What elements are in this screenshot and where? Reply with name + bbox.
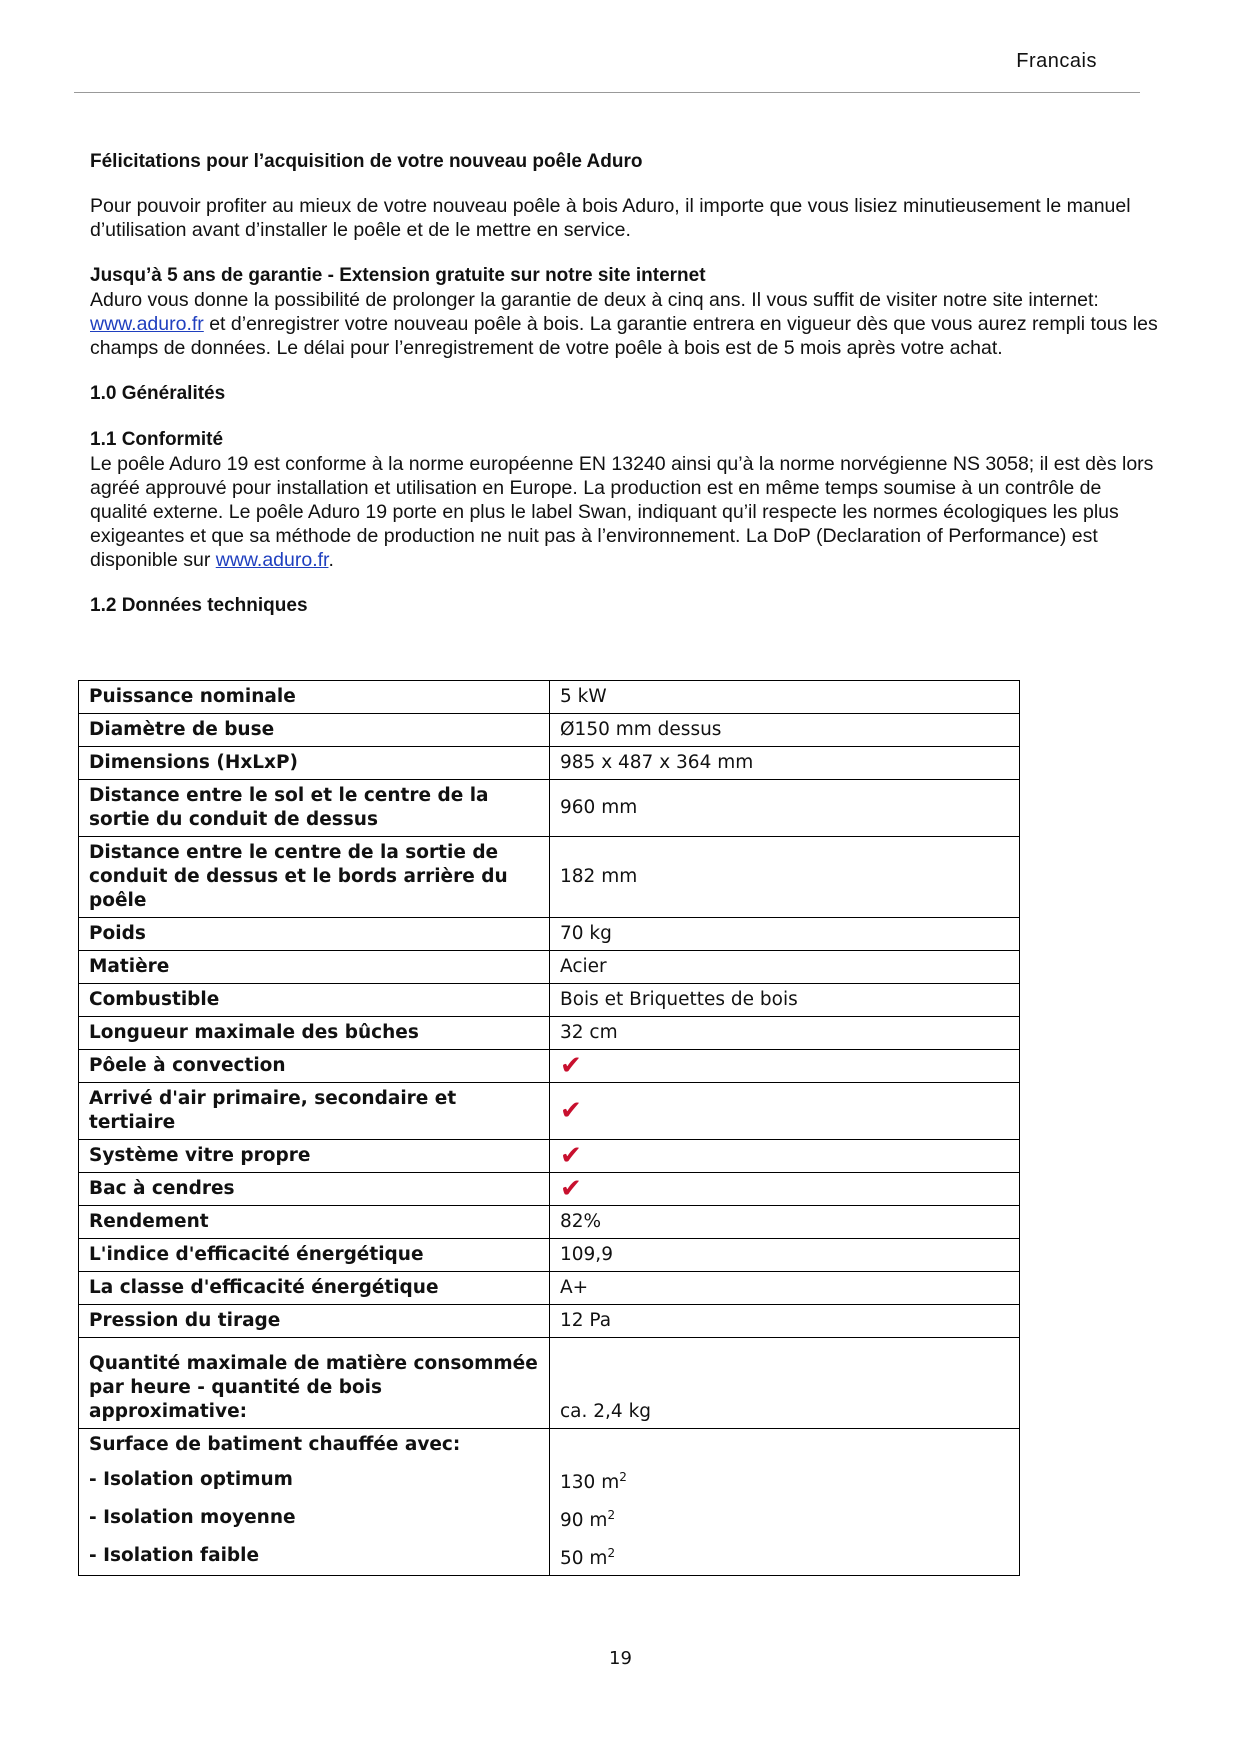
spec-value: 32 cm (550, 1017, 1020, 1050)
spec-row (79, 1239, 1020, 1272)
spec-value: 5 kW (550, 681, 1020, 714)
check-icon: ✔ (550, 1083, 1020, 1140)
spec-label: Bac à cendres (79, 1173, 550, 1206)
spec-row (79, 780, 1020, 837)
spec-label: L'indice d'efficacité énergétique (79, 1239, 550, 1272)
surface-header-row (79, 1429, 1020, 1462)
surface-value-text: 50 m (560, 1548, 608, 1570)
spec-label: Pôele à convection (79, 1050, 550, 1083)
section-1-1-title: 1.1 Conformité (90, 429, 224, 450)
section-1-0-title: 1.0 Généralités (90, 383, 226, 404)
spec-row (79, 984, 1020, 1017)
spec-row (79, 747, 1020, 780)
specs-table (78, 680, 1020, 1576)
spec-label: La classe d'efficacité énergétique (79, 1272, 550, 1305)
page-number: 19 (609, 1648, 632, 1669)
spec-value: A+ (550, 1272, 1020, 1305)
spec-row (79, 681, 1020, 714)
surface-label: Surface de batiment chauffée avec: (79, 1429, 550, 1462)
spec-label: Matière (79, 951, 550, 984)
spec-label: Rendement (79, 1206, 550, 1239)
header-language: Francais (1016, 50, 1097, 72)
surface-item-label: - Isolation faible (79, 1537, 550, 1576)
surface-item-label: - Isolation optimum (79, 1461, 550, 1499)
spec-value: 960 mm (550, 780, 1020, 837)
intro-title: Félicitations pour l’acquisition de votre nouveau poêle Aduro (90, 151, 643, 172)
spec-value: 985 x 487 x 364 mm (550, 747, 1020, 780)
check-icon: ✔ (550, 1140, 1020, 1173)
spec-row (79, 918, 1020, 951)
spec-value: ca. 2,4 kg (550, 1338, 1020, 1429)
spec-row (79, 1305, 1020, 1338)
spec-row (79, 1206, 1020, 1239)
spec-row (79, 837, 1020, 918)
surface-value-text: 130 m (560, 1472, 620, 1494)
spec-row (79, 1050, 1020, 1083)
spec-label: Diamètre de buse (79, 714, 550, 747)
spec-label: Quantité maximale de matière consommée par heure - quantité de bois approximative: (79, 1338, 550, 1429)
warranty-text-2: et d’enregistrer votre nouveau poêle à bois. La garantie entrera en vigueur dès que vous aurez rempli tous les champs de données. Le délai pour l’enregistrement de votre poêle à bois est de 5 mois après votre achat. (90, 313, 1158, 359)
surface-row (79, 1537, 1020, 1576)
spec-label: Arrivé d'air primaire, secondaire et tertiaire (79, 1083, 550, 1140)
surface-unit-exponent: 2 (607, 1546, 616, 1561)
spec-row (79, 1338, 1020, 1429)
spec-value: 109,9 (550, 1239, 1020, 1272)
surface-value-text: 90 m (560, 1510, 608, 1532)
spec-label: Distance entre le centre de la sortie de conduit de dessus et le bords arrière du poêle (79, 837, 550, 918)
section-1-2-title: 1.2 Données techniques (90, 595, 308, 616)
warranty-link[interactable]: www.aduro.fr (90, 313, 204, 335)
spec-row (79, 1140, 1020, 1173)
check-icon: ✔ (550, 1173, 1020, 1206)
surface-item-value (550, 1537, 1020, 1576)
spec-label: Pression du tirage (79, 1305, 550, 1338)
spec-value: 82% (550, 1206, 1020, 1239)
surface-row (79, 1461, 1020, 1499)
surface-unit-exponent: 2 (607, 1508, 616, 1523)
intro-body: Pour pouvoir profiter au mieux de votre nouveau poêle à bois Aduro, il importe que vous lisiez minutieusement le manuel d’utilisation avant d’installer le poêle et de le mettre en service. (90, 195, 1131, 241)
spec-row (79, 1173, 1020, 1206)
spec-label: Longueur maximale des bûches (79, 1017, 550, 1050)
section-1-1-body (90, 452, 1160, 572)
spec-value: Ø150 mm dessus (550, 714, 1020, 747)
spec-label: Poids (79, 918, 550, 951)
spec-row (79, 1272, 1020, 1305)
surface-item-value (550, 1461, 1020, 1499)
header-divider (74, 92, 1140, 93)
spec-row (79, 1017, 1020, 1050)
spec-label: Système vitre propre (79, 1140, 550, 1173)
spec-label: Dimensions (HxLxP) (79, 747, 550, 780)
spec-label: Combustible (79, 984, 550, 1017)
surface-item-value (550, 1499, 1020, 1537)
surface-value-empty (550, 1429, 1020, 1462)
spec-value: 70 kg (550, 918, 1020, 951)
spec-value: Acier (550, 951, 1020, 984)
warranty-body (90, 288, 1160, 360)
warranty-text-1: Aduro vous donne la possibilité de prolonger la garantie de deux à cinq ans. Il vous suffit de visiter notre site internet: (90, 289, 1099, 311)
conformity-link[interactable]: www.aduro.fr (215, 549, 329, 571)
spec-row (79, 714, 1020, 747)
spec-row (79, 1083, 1020, 1140)
surface-unit-exponent: 2 (619, 1470, 627, 1484)
surface-row (79, 1499, 1020, 1537)
spec-value: 12 Pa (550, 1305, 1020, 1338)
spec-row (79, 951, 1020, 984)
warranty-title: Jusqu’à 5 ans de garantie - Extension gratuite sur notre site internet (90, 265, 706, 286)
spec-label: Distance entre le sol et le centre de la sortie du conduit de dessus (79, 780, 550, 837)
conformity-text-1: Le poêle Aduro 19 est conforme à la norme européenne EN 13240 ainsi qu’à la norme norvégienne NS 3058; il est dès lors agréé approuvé pour installation et utilisation en Europe. La production est en même temps soumise à un contrôle de qualité externe. Le poêle Aduro 19 porte en plus le label Swan, indiquant qu’il respecte les normes écologiques les plus exigeantes et que sa méthode de production ne nuit pas à l’environnement. La DoP (Declaration of Performance) est disponible sur (90, 453, 1154, 571)
spec-value: 182 mm (550, 837, 1020, 918)
document-body (90, 150, 1160, 618)
spec-label: Puissance nominale (79, 681, 550, 714)
conformity-text-2: . (328, 549, 334, 571)
surface-item-label: - Isolation moyenne (79, 1499, 550, 1537)
spec-value: Bois et Briquettes de bois (550, 984, 1020, 1017)
check-icon: ✔ (550, 1050, 1020, 1083)
